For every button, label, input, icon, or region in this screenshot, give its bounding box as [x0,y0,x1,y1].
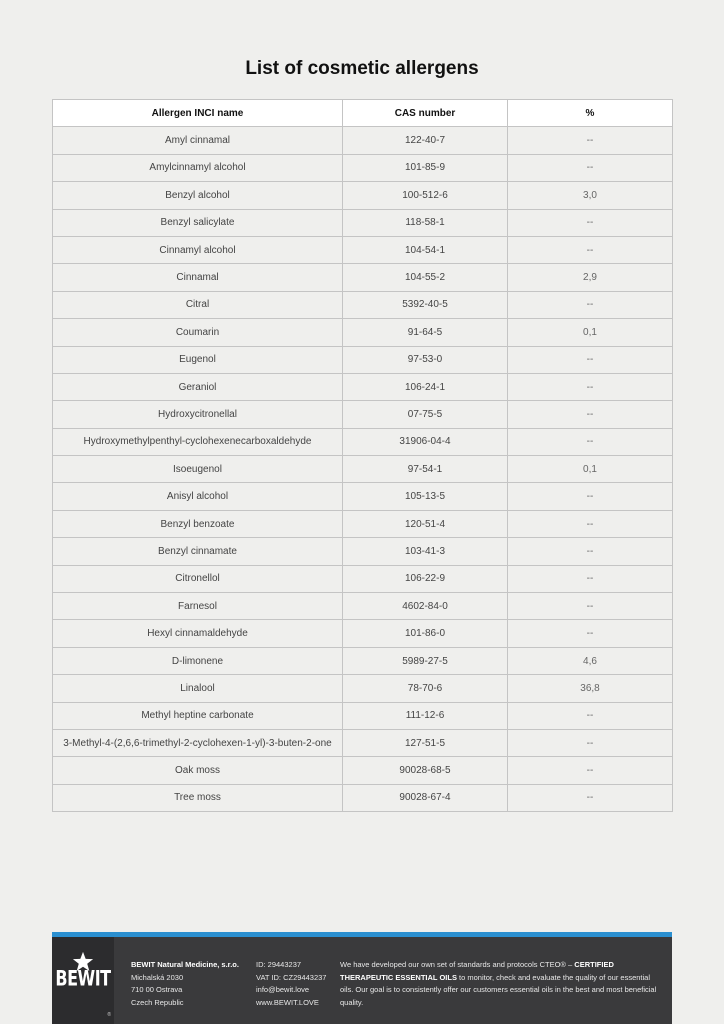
cas-number-cell: 78-70-6 [343,675,508,702]
percent-cell: -- [508,538,673,565]
table-row [53,291,673,318]
page-title: List of cosmetic allergens [245,58,479,79]
allergen-name-cell: Cinnamyl alcohol [53,236,343,263]
cas-number-cell: 90028-67-4 [343,784,508,811]
cas-number-cell: 106-24-1 [343,373,508,400]
company-name: BEWIT Natural Medicine, s.r.o. [131,960,239,969]
allergen-name-cell: Oak moss [53,757,343,784]
cas-number-cell: 90028-68-5 [343,757,508,784]
percent-cell: -- [508,291,673,318]
table-row [53,593,673,620]
allergen-name-cell: Eugenol [53,346,343,373]
email-link[interactable]: info@bewit.love [256,985,310,994]
percent-cell: -- [508,428,673,455]
header-percent: % [508,100,673,127]
header-allergen-name: Allergen INCI name [53,100,343,127]
percent-cell: 2,9 [508,264,673,291]
cas-number-cell: 101-85-9 [343,154,508,181]
percent-cell: -- [508,373,673,400]
cas-number-cell: 105-13-5 [343,483,508,510]
cas-number-cell: 122-40-7 [343,127,508,154]
address-line: Czech Republic [131,997,184,1007]
percent-cell: -- [508,757,673,784]
table-row [53,264,673,291]
percent-cell: -- [508,565,673,592]
table-row [53,154,673,181]
footer [52,932,672,1024]
cas-number-cell: 07-75-5 [343,401,508,428]
percent-cell: -- [508,346,673,373]
vat-id: VAT ID: CZ29443237 [256,972,327,982]
percent-cell: 36,8 [508,675,673,702]
allergen-name-cell: Anisyl alcohol [53,483,343,510]
allergen-name-cell: Coumarin [53,319,343,346]
percent-cell: -- [508,236,673,263]
table-row [53,346,673,373]
cas-number-cell: 118-58-1 [343,209,508,236]
cas-number-cell: 5392-40-5 [343,291,508,318]
table-row [53,456,673,483]
percent-cell: -- [508,510,673,537]
cas-number-cell: 100-512-6 [343,182,508,209]
cas-number-cell: 103-41-3 [343,538,508,565]
table-row [53,647,673,674]
cas-number-cell: 104-55-2 [343,264,508,291]
allergen-name-cell: Cinnamal [53,264,343,291]
allergen-name-cell: Farnesol [53,593,343,620]
allergen-name-cell: Amyl cinnamal [53,127,343,154]
table-row [53,428,673,455]
company-address [131,959,261,1009]
allergen-name-cell: Geraniol [53,373,343,400]
allergen-name-cell: D-limonene [53,647,343,674]
table-row [53,483,673,510]
table-row [53,401,673,428]
allergen-name-cell: Linalool [53,675,343,702]
mission-bold: CERTIFIED THERAPEUTIC ESSENTIAL OILS [340,960,614,982]
percent-cell: 3,0 [508,182,673,209]
allergen-name-cell: Benzyl salicylate [53,209,343,236]
allergen-name-cell: Hexyl cinnamaldehyde [53,620,343,647]
allergen-name-cell: Citronellol [53,565,343,592]
percent-cell: -- [508,702,673,729]
table-row [53,620,673,647]
table-row [53,538,673,565]
table-row [53,319,673,346]
table-row [53,675,673,702]
allergen-name-cell: Benzyl benzoate [53,510,343,537]
allergen-name-cell: Hydroxymethylpenthyl-cyclohexenecarboxaldehyde [53,428,343,455]
cas-number-cell: 5989-27-5 [343,647,508,674]
registered-mark: ® [107,1011,111,1018]
percent-cell: 0,1 [508,456,673,483]
cas-number-cell: 97-54-1 [343,456,508,483]
percent-cell: -- [508,127,673,154]
cas-number-cell: 4602-84-0 [343,593,508,620]
cas-number-cell: 127-51-5 [343,729,508,756]
table-row [53,373,673,400]
table-row [53,209,673,236]
table-row [53,510,673,537]
allergen-name-cell: Methyl heptine carbonate [53,702,343,729]
percent-cell: -- [508,209,673,236]
mission-text [340,959,660,1009]
cas-number-cell: 97-53-0 [343,346,508,373]
company-id: ID: 29443237 [256,960,302,969]
website-link[interactable]: www.BEWIT.LOVE [256,997,319,1007]
percent-cell: -- [508,483,673,510]
percent-cell: -- [508,729,673,756]
percent-cell: -- [508,154,673,181]
cas-number-cell: 104-54-1 [343,236,508,263]
mission-statement [340,959,660,1009]
address-line: 710 00 Ostrava [131,985,183,994]
cas-number-cell: 91-64-5 [343,319,508,346]
percent-cell: -- [508,401,673,428]
table-header-row [53,100,673,127]
percent-cell: -- [508,593,673,620]
allergen-name-cell: 3-Methyl-4-(2,6,6-trimethyl-2-cyclohexen-1-yl)-3-buten-2-one [53,729,343,756]
table-row [53,182,673,209]
mission-suffix: to monitor, check and evaluate the quality of our essential oils. Our goal is to consistently offer our customers essential oils in the best and most beneficial quality. [340,972,657,1007]
table-row [53,236,673,263]
company-contact [256,959,341,1009]
allergen-name-cell: Amylcinnamyl alcohol [53,154,343,181]
table-row [53,757,673,784]
percent-cell: 4,6 [508,647,673,674]
table-row [53,702,673,729]
header-cas-number: CAS number [343,100,508,127]
percent-cell: 0,1 [508,319,673,346]
allergen-name-cell: Citral [53,291,343,318]
cas-number-cell: 31906-04-4 [343,428,508,455]
cas-number-cell: 106-22-9 [343,565,508,592]
allergen-name-cell: Benzyl alcohol [53,182,343,209]
table-row [53,565,673,592]
address-line: Michalská 2030 [131,972,184,982]
cas-number-cell: 111-12-6 [343,702,508,729]
allergen-name-cell: Tree moss [53,784,343,811]
allergen-name-cell: Hydroxycitronellal [53,401,343,428]
table-row [53,729,673,756]
logo-wordmark: BEWIT [55,965,111,992]
table-row [53,127,673,154]
allergen-name-cell: Isoeugenol [53,456,343,483]
cas-number-cell: 120-51-4 [343,510,508,537]
table-row [53,784,673,811]
percent-cell: -- [508,784,673,811]
percent-cell: -- [508,620,673,647]
bewit-logo [52,937,114,1024]
allergen-table [52,99,673,812]
mission-prefix: We have developed our own set of standards and protocols CTEO® – [340,960,575,969]
allergen-name-cell: Benzyl cinnamate [53,538,343,565]
cas-number-cell: 101-86-0 [343,620,508,647]
